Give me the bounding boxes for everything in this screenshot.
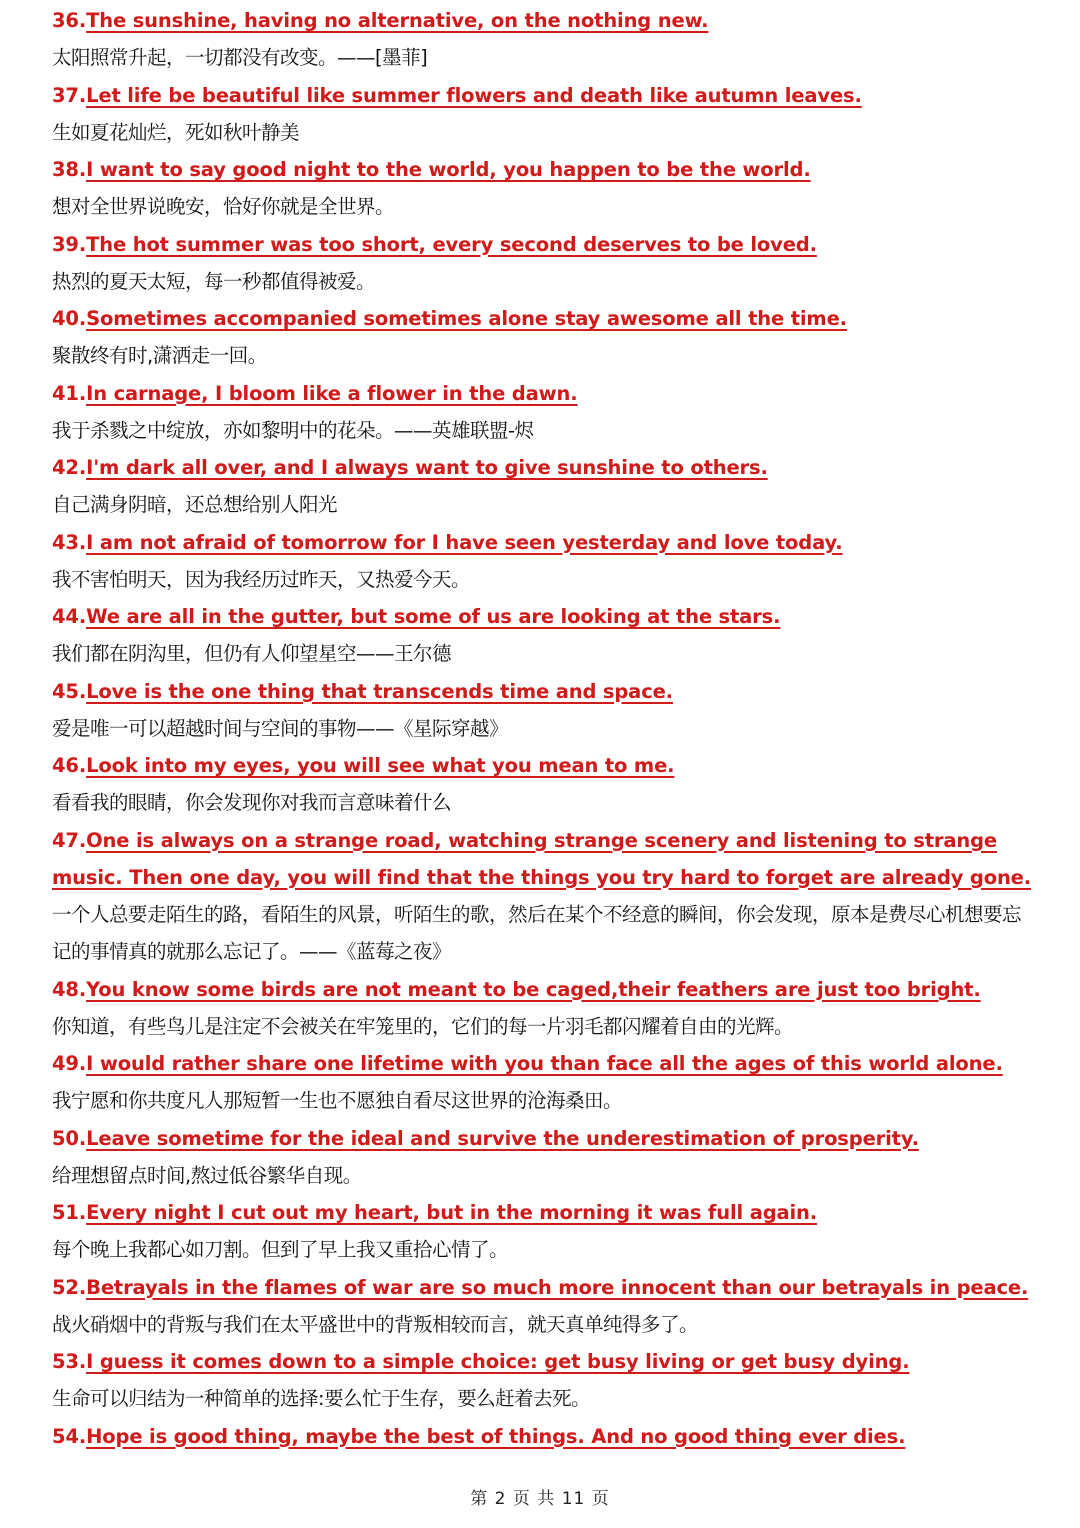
quote-number: 40.	[52, 307, 87, 330]
chinese-translation: 生命可以归结为一种简单的选择:要么忙于生存，要么赶着去死。	[52, 1387, 591, 1410]
quote-number: 49.	[52, 1052, 87, 1075]
quote-entry-47	[52, 822, 1040, 971]
quote-entry-43	[52, 524, 1040, 599]
quote-text: Hope is good thing, maybe the best of things. And no good thing ever dies.	[86, 1424, 906, 1448]
quote-number: 52.	[52, 1275, 87, 1299]
quote-number: 36.	[52, 9, 87, 32]
english-quote	[52, 1343, 1040, 1380]
english-quote	[52, 747, 1040, 784]
chinese-translation: 我不害怕明天，因为我经历过昨天，又热爱今天。	[52, 567, 471, 591]
quote-text: You know some birds are not meant to be caged,their feathers are just too bright.	[86, 977, 981, 1001]
quote-entry-45	[52, 673, 1040, 748]
quote-number: 54.	[52, 1424, 87, 1448]
english-quote	[52, 449, 1040, 486]
quote-text: I would rather share one lifetime with you than face all the ages of this world alone.	[86, 1052, 1003, 1075]
english-quote	[52, 1418, 1040, 1455]
english-quote	[52, 300, 1040, 337]
quote-entry-50	[52, 1120, 1040, 1195]
quote-number: 37.	[52, 83, 87, 107]
page-footer: 第 2 页 共 11 页	[470, 1489, 610, 1509]
quote-number: 45.	[52, 679, 87, 703]
chinese-translation: 看看我的眼睛，你会发现你对我而言意味着什么	[52, 791, 452, 814]
chinese-translation: 战火硝烟中的背叛与我们在太平盛世中的背叛相较而言，就天真单纯得多了。	[52, 1312, 699, 1336]
quote-number: 50.	[52, 1126, 87, 1150]
quote-text: Betrayals in the flames of war are so much more innocent than our betrayals in peace.	[86, 1275, 1029, 1299]
quote-entry-48	[52, 971, 1040, 1046]
quote-entry-46	[52, 747, 1040, 822]
chinese-translation: 自己满身阴暗，还总想给别人阳光	[52, 493, 338, 516]
quote-number: 51.	[52, 1201, 87, 1224]
chinese-translation: 爱是唯一可以超越时间与空间的事物——《星际穿越》	[52, 716, 509, 740]
quote-text: I guess it comes down to a simple choice: get busy living or get busy dying.	[86, 1350, 910, 1373]
quote-text: Leave sometime for the ideal and survive the underestimation of prosperity.	[86, 1126, 919, 1150]
quote-entry-52	[52, 1269, 1040, 1344]
quote-entry-44	[52, 598, 1040, 673]
quote-entry-42	[52, 449, 1040, 524]
quote-text: One is always on a strange road, watching strange scenery and listening to strange music. Then one day, you will find that the things you try hard to forget are already gone.	[52, 828, 1032, 889]
chinese-translation: 生如夏花灿烂，死如秋叶静美	[52, 120, 300, 144]
quote-number: 43.	[52, 530, 87, 554]
quote-text: We are all in the gutter, but some of us are looking at the stars.	[86, 605, 781, 628]
quote-number: 47.	[52, 828, 87, 852]
english-quote	[52, 2, 1040, 39]
chinese-translation: 聚散终有时,潇洒走一回。	[52, 344, 267, 367]
english-quote	[52, 151, 1040, 188]
quote-entry-54	[52, 1418, 1040, 1455]
quote-entry-40	[52, 300, 1040, 375]
quote-text: Look into my eyes, you will see what you mean to me.	[86, 754, 675, 777]
quote-entry-39	[52, 226, 1040, 301]
english-quote	[52, 77, 1040, 114]
quote-text: The sunshine, having no alternative, on the nothing new.	[86, 9, 709, 32]
english-quote	[52, 524, 1040, 561]
chinese-translation: 你知道，有些鸟儿是注定不会被关在牢笼里的，它们的每一片羽毛都闪耀着自由的光辉。	[52, 1014, 794, 1038]
quote-entry-36	[52, 2, 1040, 77]
chinese-translation: 想对全世界说晚安，恰好你就是全世界。	[52, 195, 395, 218]
chinese-translation: 给理想留点时间,熬过低谷繁华自现。	[52, 1163, 362, 1187]
english-quote	[52, 822, 1042, 896]
english-quote	[52, 1045, 1040, 1082]
chinese-translation: 每个晚上我都心如刀割。但到了早上我又重拾心情了。	[52, 1238, 509, 1261]
english-quote	[52, 1120, 1040, 1157]
quote-number: 44.	[52, 605, 87, 628]
quote-entry-49	[52, 1045, 1040, 1120]
english-quote	[52, 226, 1040, 263]
quote-number: 42.	[52, 456, 87, 479]
english-quote	[52, 598, 1040, 635]
quote-entry-37	[52, 77, 1040, 152]
quote-number: 48.	[52, 977, 87, 1001]
quote-text: The hot summer was too short, every second deserves to be loved.	[86, 232, 817, 256]
quote-entry-41	[52, 375, 1040, 450]
quote-number: 46.	[52, 754, 87, 777]
quote-text: I want to say good night to the world, you happen to be the world.	[86, 158, 811, 181]
chinese-translation: 我们都在阴沟里，但仍有人仰望星空——王尔德	[52, 642, 452, 665]
english-quote	[52, 1194, 1040, 1231]
quote-text: Sometimes accompanied sometimes alone stay awesome all the time.	[86, 307, 847, 330]
chinese-translation: 我于杀戮之中绽放，亦如黎明中的花朵。——英雄联盟-烬	[52, 418, 534, 442]
english-quote	[52, 1269, 1040, 1306]
quote-text: I am not afraid of tomorrow for I have seen yesterday and love today.	[86, 530, 843, 554]
quote-number: 53.	[52, 1350, 87, 1373]
quote-entry-53	[52, 1343, 1040, 1418]
quote-number: 41.	[52, 381, 87, 405]
quote-text: I'm dark all over, and I always want to give sunshine to others.	[86, 456, 768, 479]
chinese-translation: 热烈的夏天太短，每一秒都值得被爱。	[52, 269, 376, 293]
english-quote	[52, 375, 1040, 412]
quote-text: In carnage, I bloom like a flower in the dawn.	[86, 381, 578, 405]
chinese-translation: 我宁愿和你共度凡人那短暂一生也不愿独自看尽这世界的沧海桑田。	[52, 1089, 623, 1112]
quote-entry-38	[52, 151, 1040, 226]
quote-entry-51	[52, 1194, 1040, 1269]
quote-text: Love is the one thing that transcends time and space.	[86, 679, 673, 703]
chinese-translation: 一个人总要走陌生的路，看陌生的风景，听陌生的歌，然后在某个不经意的瞬间，你会发现，原本是费尽心机想要忘记的事情真的就那么忘记了。——《蓝莓之夜》	[52, 902, 1022, 963]
english-quote	[52, 971, 1040, 1008]
quote-text: Every night I cut out my heart, but in the morning it was full again.	[86, 1201, 818, 1224]
quote-text: Let life be beautiful like summer flowers and death like autumn leaves.	[86, 83, 862, 107]
quote-number: 39.	[52, 232, 87, 256]
quote-number: 38.	[52, 158, 87, 181]
chinese-translation: 太阳照常升起，一切都没有改变。——[墨菲]	[52, 46, 428, 69]
english-quote	[52, 673, 1040, 710]
